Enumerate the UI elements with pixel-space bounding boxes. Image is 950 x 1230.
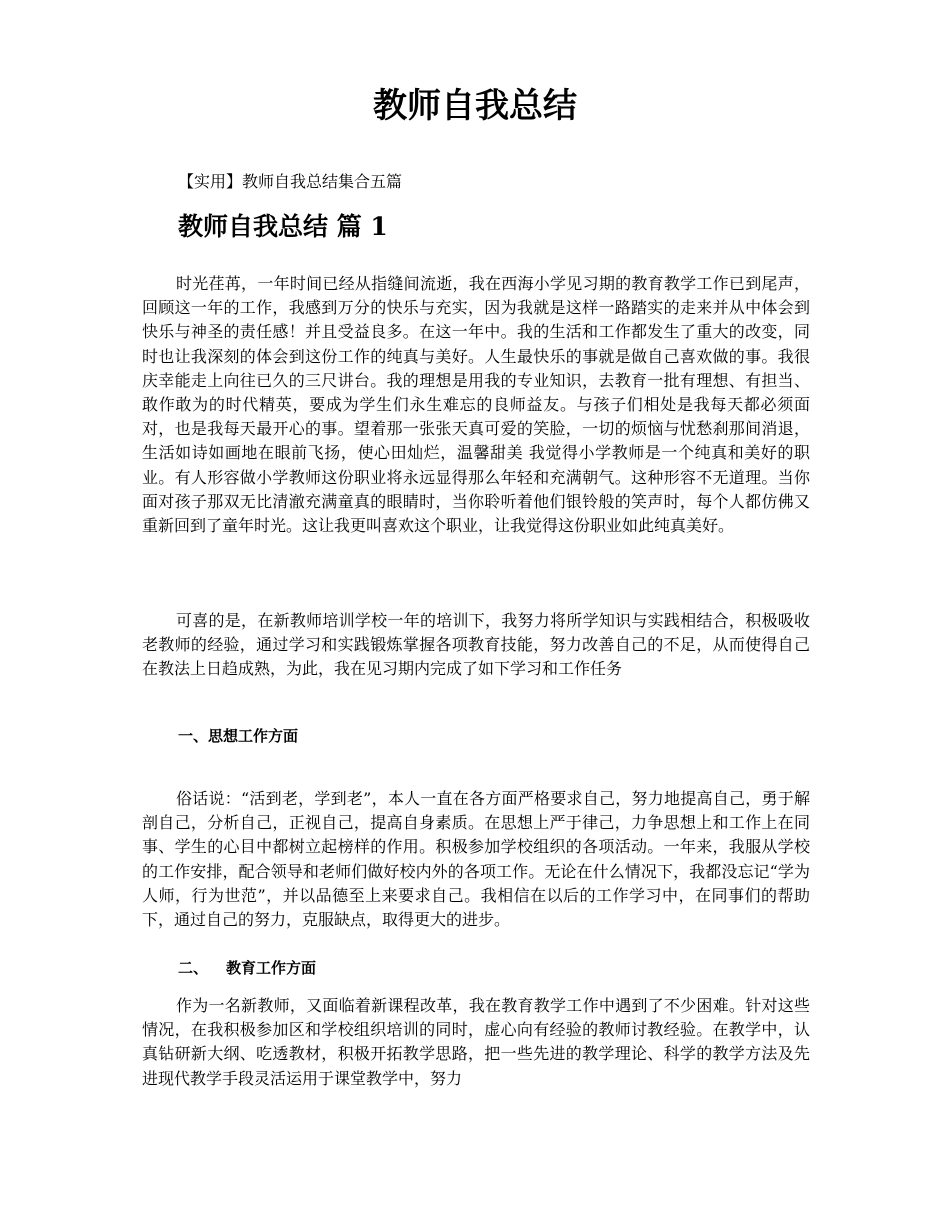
paragraph-2: 可喜的是，在新教师培训学校一年的培训下，我努力将所学知识与实践相结合，积极吸收老教师的经验，通过学习和实践锻炼掌握各项教育技能，努力改善自己的不足，从而使得自己在教法上日趋成熟，为此，我在见习期内完成了如下学习和工作任务 [142, 611, 810, 679]
document-title: 教师自我总结 [373, 86, 577, 126]
subheading-education-work [178, 958, 316, 978]
subheading-ideology-work: 一、思想工作方面 [178, 727, 299, 745]
paragraph-4: 作为一名新教师，又面临着新课程改革，我在教育教学工作中遇到了不少困难。针对这些情况，在我积极参加区和学校组织培训的同时，虚心向有经验的教师讨教经验。在教学中，认真钻研新大纲、吃透教材，积极开拓教学思路，把一些先进的教学理论、科学的教学方法及先进现代教学手段灵活运用于课堂教学中，努力 [142, 996, 810, 1088]
subheading-number: 二、 [178, 959, 209, 977]
paragraph-1: 时光荏苒，一年时间已经从指缝间流逝，我在西海小学见习期的教育教学工作已到尾声，回顾这一年的工作，我感到万分的快乐与充实，因为我就是这样一路踏实的走来并从中体会到快乐与神圣的责任感！并且受益良多。在这一年中。我的生活和工作都发生了重大的改变，同时也让我深刻的体会到这份工作的纯真与美好。人生最快乐的事就是做自己喜欢做的事。我很庆幸能走上向往已久的三尺讲台。我的理想是用我的专业知识，去教育一批有理想、有担当、敢作敢为的时代精英，要成为学生们永生难忘的良师益友。与孩子们相处是我每天都必须面对，也是我每天最开心的事。望着那一张张天真可爱的笑脸，一切的烦恼与忧愁刹那间消退，生活如诗如画地在眼前飞扬，使心田灿烂，温馨甜美 我觉得小学教师是一个纯真和美好的职业。有人形容做小学教师这份职业将永远显得那么年轻和充满朝气。这种形容不无道理。当你面对孩子那双无比清澈充满童真的眼睛时，当你聆听着他们银铃般的笑声时，每个人都仿佛又重新回到了童年时光。这让我更叫喜欢这个职业，让我觉得这份职业如此纯真美好。 [142, 274, 810, 536]
document-subtitle: 【实用】教师自我总结集合五篇 [178, 172, 403, 191]
paragraph-3: 俗话说：“活到老，学到老”，本人一直在各方面严格要求自己，努力地提高自己，勇于解剖自己，分析自己，正视自己，提高自身素质。在思想上严于律己，力争思想上和工作上在同事、学生的心目中都树立起榜样的作用。积极参加学校组织的各项活动。一年来，我服从学校的工作安排，配合领导和老师们做好校内外的各项工作。无论在什么情况下，我都没忘记“学为人师，行为世范”，并以品德至上来要求自己。我相信在以后的工作学习中，在同事们的帮助下，通过自己的努力，克服缺点，取得更大的进步。 [142, 789, 810, 930]
subheading-text: 教育工作方面 [226, 959, 317, 977]
section-heading: 教师自我总结 篇 1 [178, 212, 388, 241]
